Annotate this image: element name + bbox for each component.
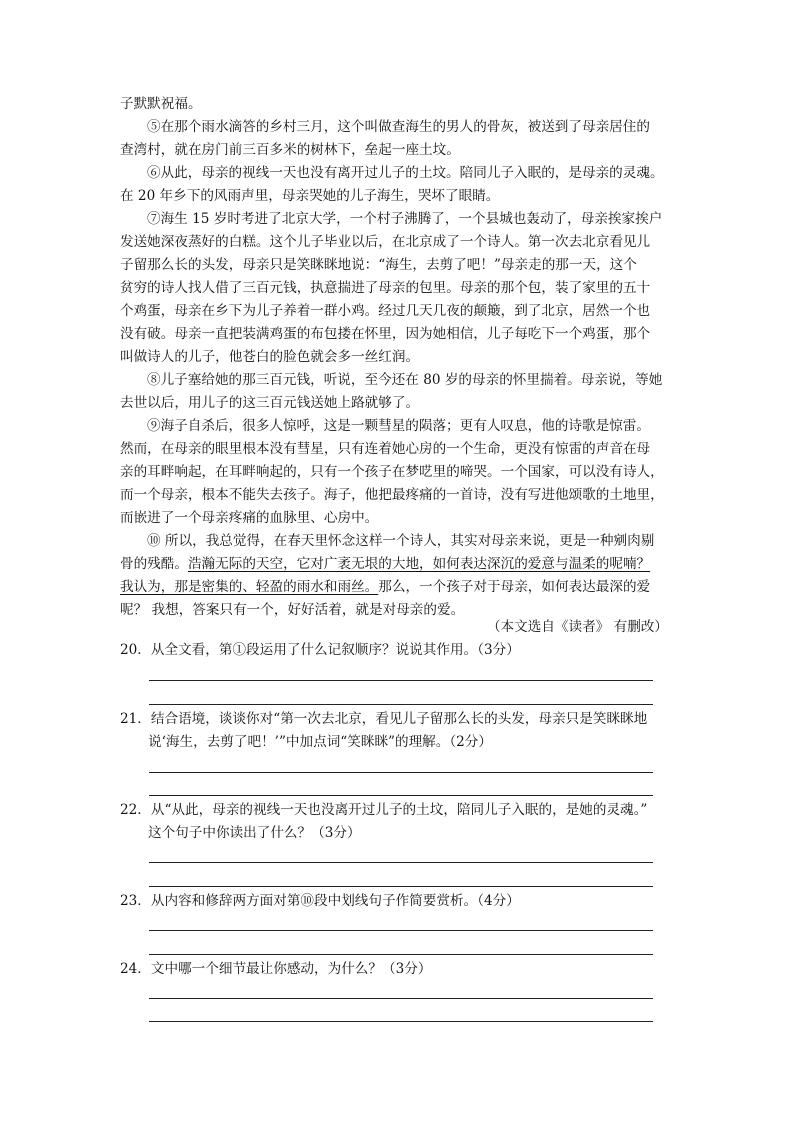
answer-line[interactable] [149, 886, 653, 887]
passage-line: 而嵌进了一个母亲疼痛的血脉里、心房中。 [120, 510, 379, 526]
answer-line[interactable] [149, 954, 653, 955]
passage-line: 子留那么长的头发，母亲只是笑眯眯地说：“海生，去剪了吧！”母亲走的那一天，这个 [120, 257, 637, 273]
question-text: 从全文看，第①段运用了什么记叙顺序？说说其作用。（3分） [150, 642, 520, 658]
passage-line: 没有破。母亲一直把装满鸡蛋的布包搂在怀里，因为她相信，儿子每吃下一个鸡蛋，那个 [120, 326, 651, 342]
passage-line: 亲的耳畔响起，在耳畔响起的，只有一个孩子在梦呓里的啼哭。一个国家，可以没有诗人， [120, 464, 664, 480]
passage-paragraph-10 [120, 530, 675, 622]
passage-line: 呢？ 我想，答案只有一个，好好活着，就是对母亲的爱。 [120, 602, 465, 618]
passage-line: 查湾村，就在房门前三百多米的树林下，垒起一座土坟。 [120, 142, 460, 158]
passage-line: ⑤在那个雨水滴答的乡村三月，这个叫做查海生的男人的骨灰，被送到了母亲居住的 [147, 119, 650, 135]
question-number: 21． [120, 711, 151, 727]
source-citation: （本文选自《读者》 有删改） [486, 619, 668, 635]
answer-line[interactable] [149, 772, 653, 773]
passage-line: ⑦海生 15 岁时考进了北京大学，一个村子沸腾了，一个县城也轰动了，母亲挨家挨户 [147, 211, 663, 227]
question-21 [120, 708, 680, 754]
question-text: 结合语境，谈谈你对“第一次去北京，看见儿子留那么长的头发，母亲只是笑眯眯地 [150, 711, 648, 727]
answer-line[interactable] [149, 930, 653, 931]
passage-line: 去世以后，用儿子的这三百元钱送她上路就够了。 [120, 395, 420, 411]
plain-text: 那么，一个孩子对于母亲，如何表达最深的爱 [378, 579, 651, 595]
passage-line: 然而，在母亲的眼里根本没有彗星，只有连着她心房的一个生命，更没有惊雷的声音在母 [120, 441, 651, 457]
passage-line [120, 553, 675, 576]
underlined-sentence: 我认为，那是密集的、轻盈的雨水和雨丝。 [120, 579, 379, 595]
passage-paragraph-9 [120, 415, 675, 530]
question-text: 文中哪一个细节最让你感动，为什么？（3分） [150, 961, 432, 977]
passage-paragraph-8 [120, 369, 675, 415]
passage-paragraph-5 [120, 116, 675, 162]
passage-line: 个鸡蛋，母亲在乡下为儿子养着一群小鸡。经过几天几夜的颠簸，到了北京，居然一个也 [120, 303, 651, 319]
question-23 [120, 890, 680, 913]
answer-line[interactable] [149, 862, 653, 863]
question-number: 23． [120, 893, 151, 909]
passage-line: 叫做诗人的儿子，他苍白的脸色就会多一丝红润。 [120, 349, 420, 365]
question-number: 22． [120, 802, 151, 818]
passage-line: ⑨海子自杀后，很多人惊呼，这是一颗彗星的陨落；更有人叹息，他的诗歌是惊雷。 [147, 418, 650, 434]
question-20 [120, 639, 680, 662]
passage-line: 贫穷的诗人找人借了三百元钱，执意揣进了母亲的包里。母亲的那个包，装了家里的五十 [120, 280, 651, 296]
answer-line[interactable] [149, 1021, 653, 1022]
question-text-continued: 说‘海生，去剪了吧！’”中加点词“笑眯眯”的理解。（2分） [148, 734, 492, 750]
question-text: 从内容和修辞两方面对第⑩段中划线句子作简要赏析。（4分） [150, 893, 520, 909]
question-22 [120, 799, 680, 845]
answer-line[interactable] [149, 704, 653, 705]
plain-text: 骨的残酷。 [120, 556, 188, 572]
passage-paragraph-4-tail [120, 93, 675, 116]
question-text-continued: 这个句子中你读出了什么？（3分） [148, 825, 361, 841]
answer-line[interactable] [149, 998, 653, 999]
passage-line: ⑧儿子塞给她的那三百元钱，听说，至今还在 80 岁的母亲的怀里揣着。母亲说，等她 [147, 372, 663, 388]
passage-line: 子默默祝福。 [120, 96, 202, 112]
question-24 [120, 958, 680, 981]
passage-line: ⑩ 所以，我总觉得，在春天里怀念这样一个诗人，其实对母亲来说，更是一种剜肉剔 [147, 533, 655, 549]
answer-line[interactable] [149, 680, 653, 681]
passage-line: 而一个母亲，根本不能失去孩子。海子，他把最疼痛的一首诗，没有写进他颂歌的土地里， [120, 487, 664, 503]
passage-paragraph-6 [120, 162, 675, 208]
question-number: 24． [120, 961, 151, 977]
passage-line: 发送她深夜蒸好的白糕。这个儿子毕业以后，在北京成了一个诗人。第一次去北京看见儿 [120, 234, 651, 250]
passage-line: ⑥从此，母亲的视线一天也没有离开过儿子的土坟。陪同儿子入眠的，是母亲的灵魂。 [147, 165, 664, 181]
passage-line: 在 20 年乡下的风雨声里，母亲哭她的儿子海生，哭坏了眼睛。 [120, 188, 500, 204]
passage-line [120, 576, 675, 599]
underlined-sentence: 浩瀚无际的天空，它对广袤无垠的大地，如何表达深沉的爱意与温柔的呢喃？ [187, 556, 651, 572]
question-number: 20． [120, 642, 151, 658]
answer-line[interactable] [149, 795, 653, 796]
question-text: 从“从此，母亲的视线一天也没离开过儿子的土坟，陪同儿子入眠的，是她的灵魂。” [150, 802, 648, 818]
passage-paragraph-7 [120, 208, 675, 369]
